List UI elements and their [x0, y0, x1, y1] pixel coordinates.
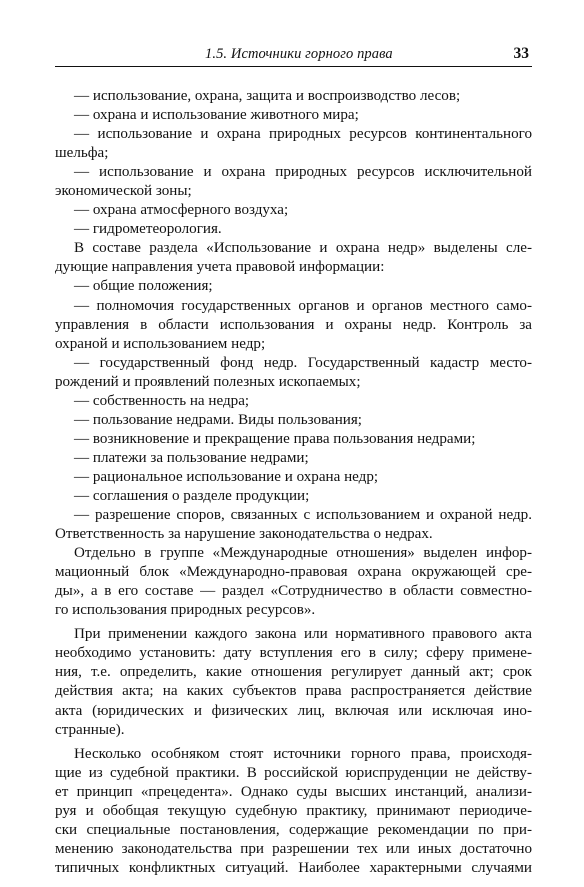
text-line: — охрана и использование животного мира; — [74, 107, 359, 124]
page-number: 33 — [513, 45, 529, 62]
text-line: При применении каждого закона или нормативного правового акта — [74, 626, 532, 643]
text-line: шельфа; — [55, 145, 109, 162]
text-line: рождений и проявлений полезных ископаемых; — [55, 373, 361, 390]
text-line: управления в области использования и охраны недр. Контроль за — [55, 316, 532, 333]
text-line: акта (юридических и физических лиц, включая или исключая ино- — [55, 702, 532, 719]
text-line: дующие направления учета правовой информации: — [55, 259, 385, 276]
text-line: действия акта; на каких субъектов права распространяется действие — [55, 683, 532, 700]
text-line: — использование, охрана, защита и воспроизводство лесов; — [74, 88, 461, 104]
text-line: ния, т.е. определить, какие отношения регулирует данный акт; срок — [55, 664, 532, 681]
text-line: щие из судебной практики. В российской юриспруденции не действу- — [55, 764, 532, 781]
running-title: 1.5. Источники горного права — [205, 46, 393, 62]
text-line: ды», а в его составе — раздел «Сотрудничество в области совместно- — [55, 583, 532, 600]
text-line: — рациональное использование и охрана недр; — [74, 468, 379, 485]
text-line: — полномочия государственных органов и органов местного само- — [74, 297, 532, 314]
text-line: экономической зоны; — [55, 183, 192, 200]
text-line: — пользование недрами. Виды пользования; — [74, 411, 362, 428]
text-line: — использование и охрана природных ресурсов континентального — [74, 126, 532, 143]
text-line: Несколько особняком стоят источники горного права, происходя- — [74, 745, 532, 762]
text-line: руя и обобщая текущую судебную практику, принимают периодиче- — [55, 802, 532, 819]
text-line: — гидрометеорология. — [74, 221, 222, 238]
body-text — [55, 87, 532, 878]
text-line: — собственность на недра; — [74, 392, 250, 409]
text-line: — соглашения о разделе продукции; — [74, 487, 310, 504]
text-line: — общие положения; — [74, 278, 213, 295]
text-line: необходимо установить: дату вступления его в силу; сферу примене- — [55, 645, 532, 662]
text-line: Отдельно в группе «Международные отношения» выделен инфор- — [74, 545, 532, 562]
text-line: мационный блок «Международно-правовая охрана окружающей сре- — [55, 564, 532, 581]
text-line: — платежи за пользование недрами; — [74, 449, 309, 466]
text-line: В составе раздела «Использование и охрана недр» выделены сле- — [74, 240, 532, 257]
text-line: — охрана атмосферного воздуха; — [74, 202, 289, 219]
text-line: менению законодательства при разрешении тех или иных достаточно — [55, 840, 532, 857]
text-line: — государственный фонд недр. Государственный кадастр место- — [74, 354, 532, 371]
text-line: — использование и охрана природных ресурсов исключительной — [74, 164, 532, 181]
text-line: Ответственность за нарушение законодательства о недрах. — [55, 526, 433, 543]
text-line: странные). — [55, 721, 125, 738]
text-line: — возникновение и прекращение права пользования недрами; — [74, 430, 476, 447]
text-line: ет принцип «прецедента». Однако суды высших инстанций, анализи- — [55, 783, 532, 800]
text-line: ски специальные постановления, содержащие рекомендации по при- — [55, 821, 532, 838]
text-line: — разрешение споров, связанных с использованием и охраной недр. — [74, 507, 532, 524]
text-line: типичных конфликтных ситуаций. Наиболее характерными случаями — [55, 859, 532, 876]
text-line: го использования природных ресурсов». — [55, 602, 316, 619]
running-header — [55, 44, 532, 67]
text-line: охраной и использованием недр; — [55, 335, 266, 352]
